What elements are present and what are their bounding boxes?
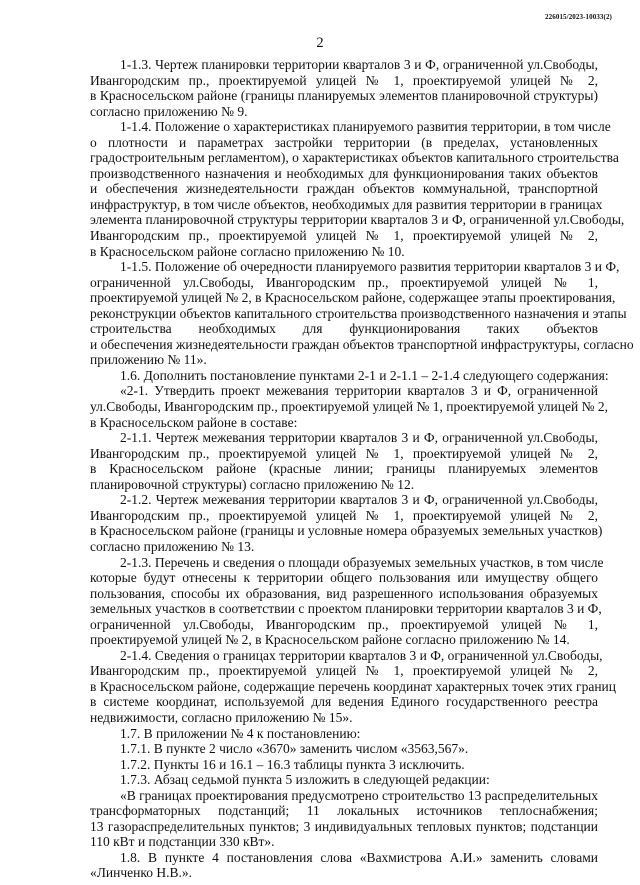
text-line: строительства необходимых для функционирования таких объектов (90, 321, 598, 337)
text-line: ул.Свободы, Ивангородским пр., проектируемой улицей № 1, проектируемой улицей № 2, (90, 399, 608, 415)
text-line: и обеспечения жизнедеятельности граждан объектов коммунальной, транспортной (90, 181, 598, 197)
text-line: «Линченко Н.В.». (90, 865, 192, 881)
text-line: 1.7. В приложении № 4 к постановлению: (120, 725, 361, 741)
text-line: Ивангородским пр., проектируемой улицей № 1, проектируемой улицей № 2, (90, 663, 598, 679)
text-line: Ивангородским пр., проектируемой улицей № 1, проектируемой улицей № 2, (90, 445, 598, 461)
text-line: градостроительным регламентом), о характеристиках объектов капитального строительства (90, 150, 619, 166)
text-line: в Красносельском районе в составе: (90, 414, 298, 430)
text-line: трансформаторных подстанций; 11 локальных источников теплоснабжения; (90, 803, 598, 819)
text-line: 1-1.4. Положение о характеристиках планируемого развития территории, в том числе (120, 119, 611, 135)
text-line: о плотности и параметрах застройки территории (в пределах, установленных (90, 134, 598, 150)
text-line: 2-1.2. Чертеж межевания территории кварталов 3 и Ф, ограниченной ул.Свободы, (120, 492, 598, 508)
page-number: 2 (316, 35, 324, 51)
text-line: и обеспечения жизнедеятельности граждан объектов транспортной инфраструктуры, согласно (90, 336, 634, 352)
text-line: производственного назначения и необходимых для функционирования таких объектов (90, 165, 598, 181)
text-line: согласно приложению № 9. (90, 103, 248, 119)
text-line: ограниченной ул.Свободы, Ивангородским пр., проектируемой улицей № 1, (90, 274, 598, 290)
text-line: проектируемой улицей № 2, в Красносельском районе, содержащее этапы проектирования, (90, 290, 616, 306)
text-line: проектируемой улицей № 2, в Красносельском районе согласно приложению № 14. (90, 632, 570, 648)
text-line: в Красносельском районе (границы планируемых элементов планировочной структуры) (90, 88, 598, 104)
text-line: элемента планировочной структуры территории кварталов 3 и Ф, ограниченной ул.Свободы, (90, 212, 625, 228)
text-line: 1.7.1. В пункте 2 число «3670» заменить числом «3563,567». (120, 741, 469, 757)
text-line: планировочной структуры) согласно приложению № 12. (90, 476, 415, 492)
text-line: 2-1.3. Перечень и сведения о площади образуемых земельных участков, в том числе (120, 554, 604, 570)
document-body (90, 57, 634, 881)
text-line: в Красносельском районе (границы и условные номера образуемых земельных участков) (90, 523, 603, 539)
text-line: 1.6. Дополнить постановление пунктами 2-1 и 2-1.1 – 2-1.4 следующего содержания: (120, 367, 609, 383)
text-line: в Красносельском районе (красные линии; границы планируемых элементов (90, 461, 598, 477)
text-line: «2-1. Утвердить проект межевания территории кварталов 3 и Ф, ограниченной (120, 383, 598, 399)
text-line: согласно приложению № 13. (90, 538, 255, 554)
document-number: 226015/2023-10033(2) (545, 13, 612, 21)
text-line: пользования, способы их образования, вид разрешенного использования образуемых (90, 585, 598, 601)
text-line: 2-1.1. Чертеж межевания территории кварталов 3 и Ф, ограниченной ул.Свободы, (120, 430, 598, 446)
text-line: 1.8. В пункте 4 постановления слова «Вахмистрова А.И.» заменить словами (120, 849, 598, 865)
text-line: Ивангородским пр., проектируемой улицей № 1, проектируемой улицей № 2, (90, 507, 598, 523)
text-line: инфраструктур, в том числе объектов, необходимых для развития территории в границах (90, 196, 603, 212)
text-line: 2-1.4. Сведения о границах территории кварталов 3 и Ф, ограниченной ул.Свободы, (120, 647, 603, 663)
text-line: 1.7.2. Пункты 16 и 16.1 – 16.3 таблицы пункта 3 исключить. (120, 756, 465, 772)
text-line: недвижимости, согласно приложению № 15». (90, 709, 353, 725)
text-line: 1.7.3. Абзац седьмой пункта 5 изложить в следующей редакции: (120, 772, 490, 788)
text-line: земельных участков в соответствии с проектом планировки территории кварталов 3 и Ф, (90, 601, 602, 617)
text-line: в Красносельском районе согласно приложению № 10. (90, 243, 405, 259)
text-line: «В границах проектирования предусмотрено строительство 13 распределительных (120, 787, 598, 803)
text-line: 13 газораспределительных пунктов; 3 индивидуальных тепловых пунктов; подстанции (90, 818, 598, 834)
text-line: реконструкции объектов капитального строительства производственного назначения и этапы (90, 305, 627, 321)
text-line: 1-1.3. Чертеж планировки территории кварталов 3 и Ф, ограниченной ул.Свободы, (120, 57, 598, 72)
text-line: в Красносельском районе, содержащие перечень координат характерных точек этих границ (90, 678, 616, 694)
text-line: приложению № 11». (90, 352, 207, 368)
text-line: Ивангородским пр., проектируемой улицей № 1, проектируемой улицей № 2, (90, 72, 598, 88)
text-line: которые будут отнесены к территории общего пользования или имуществу общего (90, 570, 598, 586)
text-line: ограниченной ул.Свободы, Ивангородским пр., проектируемой улицей № 1, (90, 616, 598, 632)
text-line: 1-1.5. Положение об очередности планируемого развития территории кварталов 3 и Ф, (120, 259, 620, 275)
text-line: 110 кВт и подстанции 330 кВт». (90, 834, 275, 850)
text-line: в системе координат, используемой для ведения Единого государственного реестра (90, 694, 598, 710)
text-line: Ивангородским пр., проектируемой улицей № 1, проектируемой улицей № 2, (90, 228, 598, 244)
